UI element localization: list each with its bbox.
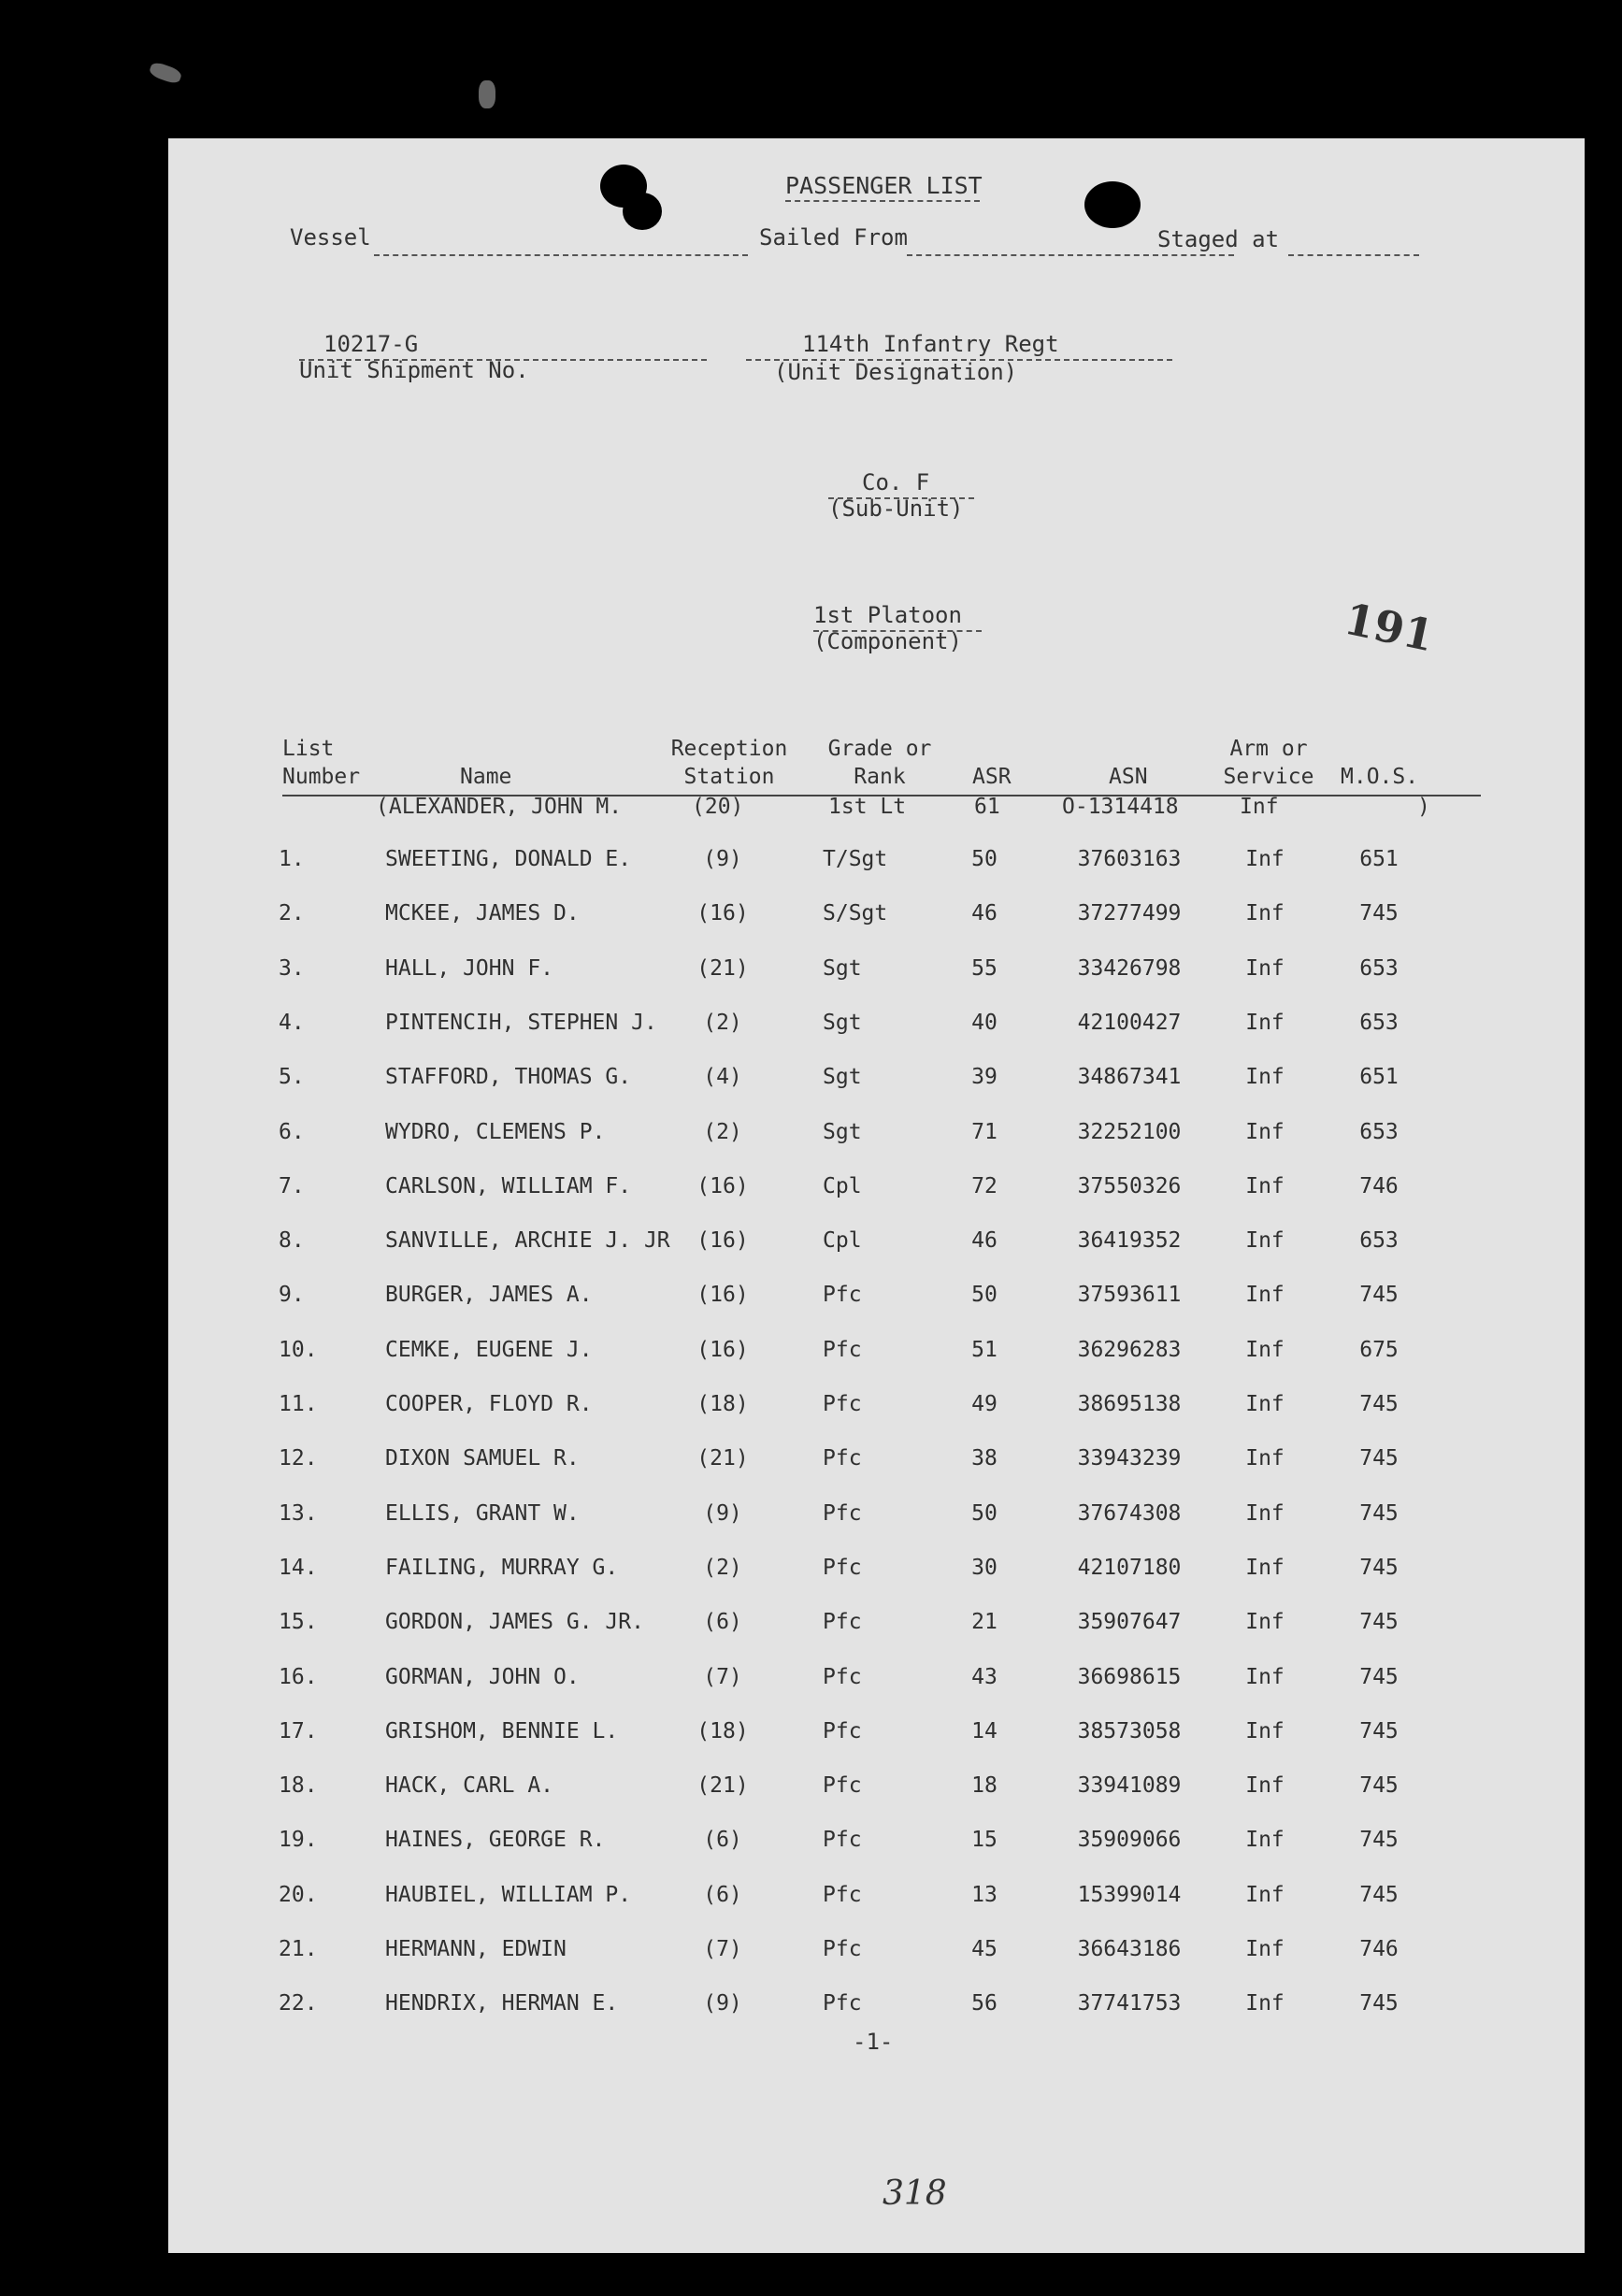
- arm-service: Inf: [1245, 1120, 1285, 1144]
- reception-station: (2): [703, 1556, 742, 1580]
- asr-score: 40: [971, 1011, 998, 1035]
- reception-station: (16): [696, 1228, 749, 1253]
- table-row: [168, 1283, 1585, 1311]
- asr-score: 21: [971, 1610, 998, 1634]
- asr-score: 46: [971, 901, 998, 926]
- mos-code: 745: [1359, 1828, 1399, 1852]
- reception-station: (4): [703, 1065, 742, 1089]
- reception-station: (7): [703, 1937, 742, 1961]
- row-number: 8.: [279, 1228, 305, 1253]
- grade-rank: T/Sgt: [823, 847, 888, 871]
- mos-code: 745: [1359, 1610, 1399, 1634]
- arm-service: Inf: [1245, 901, 1285, 926]
- row-number: 10.: [279, 1338, 318, 1362]
- arm-service: Inf: [1245, 1937, 1285, 1961]
- serial-number: 38573058: [1077, 1719, 1182, 1744]
- arm-service: Inf: [1245, 1174, 1285, 1198]
- table-row: [168, 956, 1585, 984]
- serial-number: 35907647: [1077, 1610, 1182, 1634]
- arm-service: Inf: [1245, 1228, 1285, 1253]
- officer-name: (ALEXANDER, JOHN M.: [376, 795, 623, 819]
- serial-number: 35909066: [1077, 1828, 1182, 1852]
- grade-rank: Pfc: [823, 1338, 862, 1362]
- passenger-name: GORDON, JAMES G. JR.: [385, 1610, 644, 1634]
- grade-rank: Pfc: [823, 1556, 862, 1580]
- table-row: [168, 1011, 1585, 1039]
- arm-service: Inf: [1245, 1556, 1285, 1580]
- table-row: [168, 1610, 1585, 1638]
- mos-code: 653: [1359, 956, 1399, 981]
- passenger-name: HERMANN, EDWIN: [385, 1937, 567, 1961]
- reception-station: (6): [703, 1883, 742, 1907]
- serial-number: 37674308: [1077, 1501, 1182, 1526]
- mos-code: 653: [1359, 1120, 1399, 1144]
- table-row: [168, 1174, 1585, 1202]
- reception-station: (16): [696, 1174, 749, 1198]
- asr-score: 43: [971, 1665, 998, 1689]
- serial-number: 33943239: [1077, 1446, 1182, 1471]
- grade-rank: Pfc: [823, 1610, 862, 1634]
- row-number: 17.: [279, 1719, 318, 1744]
- asr-score: 30: [971, 1556, 998, 1580]
- asr-score: 45: [971, 1937, 998, 1961]
- asr-score: 71: [971, 1120, 998, 1144]
- reception-station: (6): [703, 1610, 742, 1634]
- col-header-list-number: List Number: [282, 737, 361, 789]
- reception-station: (21): [696, 1773, 749, 1798]
- mos-code: 745: [1359, 1392, 1399, 1416]
- officer-station: (20): [692, 795, 744, 819]
- row-number: 3.: [279, 956, 305, 981]
- grade-rank: Pfc: [823, 1719, 862, 1744]
- officer-mos: ): [1417, 795, 1430, 819]
- reception-station: (6): [703, 1828, 742, 1852]
- arm-service: Inf: [1245, 1665, 1285, 1689]
- mos-code: 745: [1359, 1446, 1399, 1471]
- reception-station: (2): [703, 1120, 742, 1144]
- table-row: [168, 901, 1585, 929]
- grade-rank: Pfc: [823, 1991, 862, 2016]
- serial-number: 34867341: [1077, 1065, 1182, 1089]
- serial-number: 32252100: [1077, 1120, 1182, 1144]
- mos-code: 746: [1359, 1937, 1399, 1961]
- table-row: [168, 1937, 1585, 1965]
- serial-number: 36296283: [1077, 1338, 1182, 1362]
- grade-rank: Cpl: [823, 1174, 862, 1198]
- sub-unit-label: (Sub-Unit): [828, 495, 964, 522]
- reception-station: (18): [696, 1392, 749, 1416]
- mos-code: 745: [1359, 1773, 1399, 1798]
- serial-number: 37593611: [1077, 1283, 1182, 1307]
- asr-score: 15: [971, 1828, 998, 1852]
- reception-station: (7): [703, 1665, 742, 1689]
- row-number: 14.: [279, 1556, 318, 1580]
- reception-station: (16): [696, 1283, 749, 1307]
- arm-service: Inf: [1245, 1991, 1285, 2016]
- table-row: [168, 1665, 1585, 1693]
- passenger-name: HAINES, GEORGE R.: [385, 1828, 606, 1852]
- asr-score: 14: [971, 1719, 998, 1744]
- document-page: [168, 138, 1585, 2253]
- grade-rank: Sgt: [823, 956, 862, 981]
- serial-number: 42100427: [1077, 1011, 1182, 1035]
- row-number: 9.: [279, 1283, 305, 1307]
- sailed-from-label: Sailed From: [759, 224, 908, 251]
- speck-mark: [148, 61, 182, 86]
- mos-code: 651: [1359, 1065, 1399, 1089]
- arm-service: Inf: [1245, 1828, 1285, 1852]
- row-number: 1.: [279, 847, 305, 871]
- component: 1st Platoon: [813, 602, 962, 628]
- asr-score: 72: [971, 1174, 998, 1198]
- row-number: 12.: [279, 1446, 318, 1471]
- shipment-number: 10217-G: [323, 331, 419, 357]
- arm-service: Inf: [1245, 1392, 1285, 1416]
- serial-number: 37277499: [1077, 901, 1182, 926]
- table-row: [168, 1065, 1585, 1093]
- row-number: 13.: [279, 1501, 318, 1526]
- officer-arm: Inf: [1240, 795, 1279, 819]
- document-title: PASSENGER LIST: [785, 172, 983, 199]
- asr-score: 50: [971, 1283, 998, 1307]
- handwritten-number: 318: [883, 2174, 947, 2213]
- row-number: 21.: [279, 1937, 318, 1961]
- asr-score: 50: [971, 847, 998, 871]
- table-row: [168, 1501, 1585, 1529]
- reception-station: (9): [703, 1991, 742, 2016]
- passenger-name: GORMAN, JOHN O.: [385, 1665, 580, 1689]
- unit-designation: 114th Infantry Regt: [802, 331, 1059, 357]
- serial-number: 33941089: [1077, 1773, 1182, 1798]
- mos-code: 745: [1359, 1991, 1399, 2016]
- officer-grade: 1st Lt: [828, 795, 907, 819]
- table-row: [168, 1556, 1585, 1584]
- col-header-name: Name: [460, 765, 512, 789]
- grade-rank: Pfc: [823, 1773, 862, 1798]
- table-row: [168, 1338, 1585, 1366]
- grade-rank: Pfc: [823, 1828, 862, 1852]
- passenger-name: ELLIS, GRANT W.: [385, 1501, 580, 1526]
- mos-code: 745: [1359, 901, 1399, 926]
- table-row: [168, 1991, 1585, 2019]
- reception-station: (9): [703, 847, 742, 871]
- serial-number: 37603163: [1077, 847, 1182, 871]
- unit-designation-label: (Unit Designation): [774, 359, 1018, 385]
- shipment-label: Unit Shipment No.: [299, 357, 529, 383]
- officer-asn: O-1314418: [1062, 795, 1179, 819]
- grade-rank: Pfc: [823, 1283, 862, 1307]
- vessel-label: Vessel: [290, 224, 371, 251]
- passenger-name: HENDRIX, HERMAN E.: [385, 1991, 619, 2016]
- row-number: 11.: [279, 1392, 318, 1416]
- grade-rank: Pfc: [823, 1665, 862, 1689]
- serial-number: 37550326: [1077, 1174, 1182, 1198]
- mos-code: 651: [1359, 847, 1399, 871]
- passenger-table: [168, 138, 1585, 2253]
- passenger-name: PINTENCIH, STEPHEN J.: [385, 1011, 657, 1035]
- arm-service: Inf: [1245, 1338, 1285, 1362]
- row-number: 6.: [279, 1120, 305, 1144]
- serial-number: 37741753: [1077, 1991, 1182, 2016]
- passenger-name: CEMKE, EUGENE J.: [385, 1338, 593, 1362]
- mos-code: 746: [1359, 1174, 1399, 1198]
- grade-rank: Pfc: [823, 1883, 862, 1907]
- arm-service: Inf: [1245, 1011, 1285, 1035]
- serial-number: 15399014: [1077, 1883, 1182, 1907]
- arm-service: Inf: [1245, 1883, 1285, 1907]
- serial-number: 42107180: [1077, 1556, 1182, 1580]
- table-row: [168, 1828, 1585, 1856]
- grade-rank: Sgt: [823, 1011, 862, 1035]
- col-header-grade: Grade or Rank: [827, 737, 932, 789]
- passenger-name: CARLSON, WILLIAM F.: [385, 1174, 632, 1198]
- staged-at-label: Staged at: [1157, 226, 1280, 252]
- asr-score: 51: [971, 1338, 998, 1362]
- mos-code: 745: [1359, 1283, 1399, 1307]
- grade-rank: Pfc: [823, 1392, 862, 1416]
- stamped-number: 191: [1340, 593, 1439, 662]
- serial-number: 38695138: [1077, 1392, 1182, 1416]
- arm-service: Inf: [1245, 1719, 1285, 1744]
- row-number: 20.: [279, 1883, 318, 1907]
- table-row: [168, 1392, 1585, 1420]
- row-number: 18.: [279, 1773, 318, 1798]
- arm-service: Inf: [1245, 956, 1285, 981]
- col-header-reception-station: Reception Station: [670, 737, 788, 789]
- reception-station: (16): [696, 1338, 749, 1362]
- sub-unit: Co. F: [862, 469, 930, 495]
- reception-station: (21): [696, 956, 749, 981]
- col-header-arm-service: Arm or Service: [1223, 737, 1314, 789]
- row-number: 15.: [279, 1610, 318, 1634]
- serial-number: 36698615: [1077, 1665, 1182, 1689]
- serial-number: 33426798: [1077, 956, 1182, 981]
- asr-score: 50: [971, 1501, 998, 1526]
- passenger-name: SWEETING, DONALD E.: [385, 847, 632, 871]
- passenger-name: FAILING, MURRAY G.: [385, 1556, 619, 1580]
- reception-station: (16): [696, 901, 749, 926]
- table-row: [168, 847, 1585, 875]
- passenger-name: COOPER, FLOYD R.: [385, 1392, 593, 1416]
- table-row: [168, 1228, 1585, 1256]
- table-row: [168, 1120, 1585, 1148]
- asr-score: 49: [971, 1392, 998, 1416]
- asr-score: 39: [971, 1065, 998, 1089]
- passenger-name: DIXON SAMUEL R.: [385, 1446, 580, 1471]
- row-number: 22.: [279, 1991, 318, 2016]
- mos-code: 745: [1359, 1665, 1399, 1689]
- grade-rank: Sgt: [823, 1065, 862, 1089]
- reception-station: (2): [703, 1011, 742, 1035]
- passenger-name: WYDRO, CLEMENS P.: [385, 1120, 606, 1144]
- mos-code: 745: [1359, 1556, 1399, 1580]
- component-label: (Component): [813, 628, 962, 654]
- table-row: [168, 1773, 1585, 1801]
- passenger-name: HAUBIEL, WILLIAM P.: [385, 1883, 632, 1907]
- row-number: 4.: [279, 1011, 305, 1035]
- row-number: 16.: [279, 1665, 318, 1689]
- serial-number: 36643186: [1077, 1937, 1182, 1961]
- mos-code: 745: [1359, 1501, 1399, 1526]
- mos-code: 745: [1359, 1883, 1399, 1907]
- table-row: [168, 1719, 1585, 1747]
- grade-rank: Pfc: [823, 1446, 862, 1471]
- asr-score: 46: [971, 1228, 998, 1253]
- arm-service: Inf: [1245, 1065, 1285, 1089]
- mos-code: 653: [1359, 1011, 1399, 1035]
- arm-service: Inf: [1245, 1283, 1285, 1307]
- arm-service: Inf: [1245, 1446, 1285, 1471]
- grade-rank: Sgt: [823, 1120, 862, 1144]
- speck-mark: [479, 80, 495, 108]
- row-number: 7.: [279, 1174, 305, 1198]
- serial-number: 36419352: [1077, 1228, 1182, 1253]
- row-number: 19.: [279, 1828, 318, 1852]
- row-number: 5.: [279, 1065, 305, 1089]
- grade-rank: S/Sgt: [823, 901, 888, 926]
- passenger-name: GRISHOM, BENNIE L.: [385, 1719, 619, 1744]
- arm-service: Inf: [1245, 1501, 1285, 1526]
- reception-station: (18): [696, 1719, 749, 1744]
- arm-service: Inf: [1245, 1773, 1285, 1798]
- grade-rank: Pfc: [823, 1501, 862, 1526]
- col-header-asn: ASN: [1109, 765, 1148, 789]
- table-row: [168, 1883, 1585, 1911]
- arm-service: Inf: [1245, 847, 1285, 871]
- officer-asr: 61: [974, 795, 1000, 819]
- reception-station: (9): [703, 1501, 742, 1526]
- mos-code: 745: [1359, 1719, 1399, 1744]
- passenger-name: MCKEE, JAMES D.: [385, 901, 580, 926]
- page-number: -1-: [853, 2029, 894, 2055]
- col-header-mos: M.O.S.: [1341, 765, 1419, 789]
- passenger-name: STAFFORD, THOMAS G.: [385, 1065, 632, 1089]
- asr-score: 13: [971, 1883, 998, 1907]
- passenger-name: BURGER, JAMES A.: [385, 1283, 593, 1307]
- grade-rank: Cpl: [823, 1228, 862, 1253]
- grade-rank: Pfc: [823, 1937, 862, 1961]
- passenger-name: SANVILLE, ARCHIE J. JR: [385, 1228, 670, 1253]
- asr-score: 55: [971, 956, 998, 981]
- reception-station: (21): [696, 1446, 749, 1471]
- passenger-name: HACK, CARL A.: [385, 1773, 554, 1798]
- passenger-name: HALL, JOHN F.: [385, 956, 554, 981]
- asr-score: 18: [971, 1773, 998, 1798]
- row-number: 2.: [279, 901, 305, 926]
- mos-code: 653: [1359, 1228, 1399, 1253]
- mos-code: 675: [1359, 1338, 1399, 1362]
- asr-score: 56: [971, 1991, 998, 2016]
- asr-score: 38: [971, 1446, 998, 1471]
- arm-service: Inf: [1245, 1610, 1285, 1634]
- table-row: [168, 1446, 1585, 1474]
- col-header-asr: ASR: [972, 765, 1012, 789]
